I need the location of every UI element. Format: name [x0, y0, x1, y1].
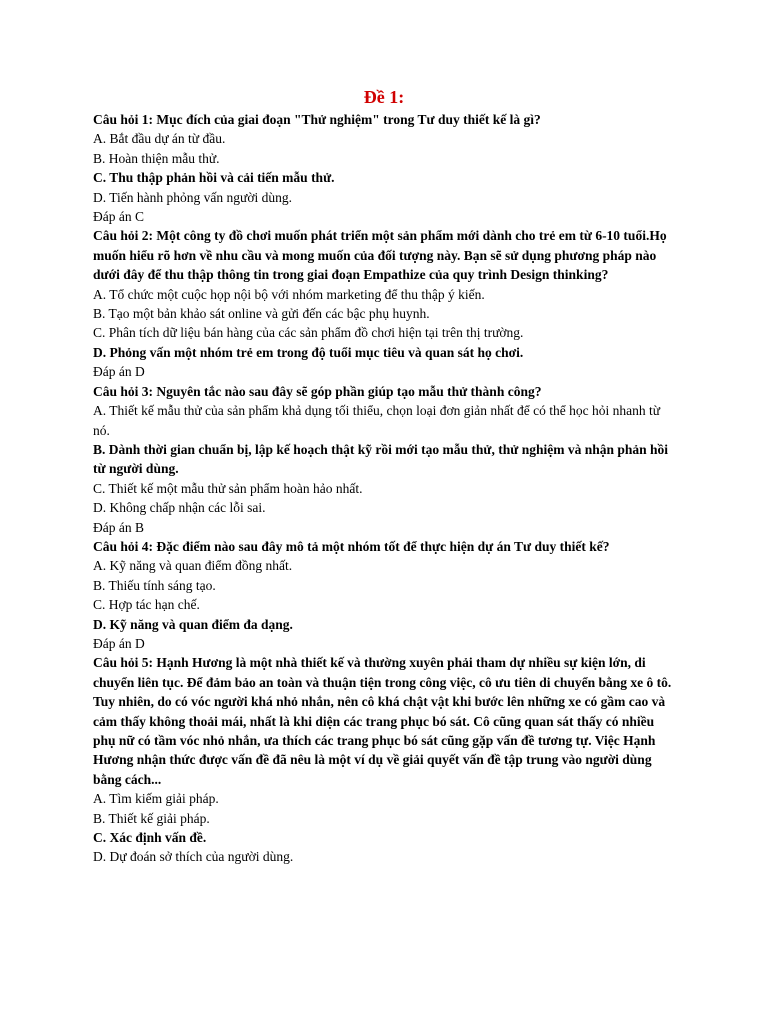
question-5: Câu hỏi 5: Hạnh Hương là một nhà thiết kế và thường xuyên phải tham dự nhiều sự kiện lớn, di chuyển liên tục. Để đảm bảo an toàn và thuận tiện trong công việc, cô ưu tiên di chuyển bằng xe ô tô. Tuy nhiên, do có vóc người khá nhỏ nhắn, nên cô khá chật vật khi bước lên những xe có gầm cao và cảm thấy không thoải mái, nhất là khi diện các trang phục bó sát. Cô cũng quan sát thấy có nhiều phụ nữ có tầm vóc nhỏ nhắn, ưa thích các trang phục bó sát cũng gặp vấn đề tương tự. Việc Hạnh Hương nhận thức được vấn đề đã nêu là một ví dụ về giải quyết vấn đề tập trung vào người dùng bằng cách...: [93, 655, 672, 787]
q3-option-c: C. Thiết kế một mẫu thử sản phẩm hoàn hảo nhất.: [93, 480, 363, 496]
q2-option-a: A. Tổ chức một cuộc họp nội bộ với nhóm marketing để thu thập ý kiến.: [93, 286, 485, 302]
question-2: Câu hỏi 2: Một công ty đồ chơi muốn phát triển một sản phẩm mới dành cho trẻ em từ 6-10 tuổi.Họ muốn hiểu rõ hơn về nhu cầu và mong muốn của đối tượng này. Bạn sẽ sử dụng phương pháp nào dưới đây để thu thập thông tin trong giai đoạn Empathize của quy trình Design thinking?: [93, 228, 667, 283]
q5-option-a: A. Tìm kiếm giải pháp.: [93, 791, 219, 807]
q1-option-c-correct: C. Thu thập phản hồi và cải tiến mẫu thử.: [93, 170, 335, 186]
question-4: Câu hỏi 4: Đặc điểm nào sau đây mô tả một nhóm tốt để thực hiện dự án Tư duy thiết kế?: [93, 538, 610, 554]
q2-answer: Đáp án D: [93, 364, 145, 380]
q2-option-d-correct: D. Phỏng vấn một nhóm trẻ em trong độ tuổi mục tiêu và quan sát họ chơi.: [93, 344, 524, 360]
q3-option-a: A. Thiết kế mẫu thử của sản phẩm khả dụng tối thiểu, chọn loại đơn giản nhất để có thể học hỏi nhanh từ nó.: [93, 403, 661, 438]
q3-answer: Đáp án B: [93, 519, 144, 535]
q1-option-a: A. Bắt đầu dự án từ đầu.: [93, 131, 226, 147]
q1-answer: Đáp án C: [93, 209, 144, 225]
page-title: Đề 1:: [363, 87, 405, 107]
q4-option-a: A. Kỹ năng và quan điểm đồng nhất.: [93, 558, 293, 574]
q3-option-d: D. Không chấp nhận các lỗi sai.: [93, 500, 266, 516]
q1-option-d: D. Tiến hành phỏng vấn người dùng.: [93, 189, 292, 205]
q3-option-b-correct: B. Dành thời gian chuẩn bị, lập kế hoạch thật kỹ rồi mới tạo mẫu thử, thử nghiệm và nhận phản hồi từ người dùng.: [93, 441, 669, 477]
q5-option-b: B. Thiết kế giải pháp.: [93, 810, 210, 826]
q2-option-c: C. Phân tích dữ liệu bán hàng của các sản phẩm đồ chơi hiện tại trên thị trường.: [93, 325, 524, 341]
q5-option-d: D. Dự đoán sở thích của người dùng.: [93, 849, 294, 865]
q2-option-b: B. Tạo một bản khảo sát online và gửi đến các bậc phụ huynh.: [93, 306, 430, 322]
q4-answer: Đáp án D: [93, 635, 145, 651]
question-1: Câu hỏi 1: Mục đích của giai đoạn "Thử nghiệm" trong Tư duy thiết kế là gì?: [93, 112, 541, 127]
q4-option-c: C. Hợp tác hạn chế.: [93, 597, 200, 613]
quiz-content: [93, 110, 679, 867]
q4-option-b: B. Thiếu tính sáng tạo.: [93, 577, 216, 593]
q1-option-b: B. Hoàn thiện mẫu thử.: [93, 150, 220, 166]
q5-option-c-correct: C. Xác định vấn đề.: [93, 830, 207, 846]
q4-option-d-correct: D. Kỹ năng và quan điểm đa dạng.: [93, 616, 293, 632]
question-3: Câu hỏi 3: Nguyên tắc nào sau đây sẽ góp phần giúp tạo mẫu thử thành công?: [93, 383, 542, 399]
